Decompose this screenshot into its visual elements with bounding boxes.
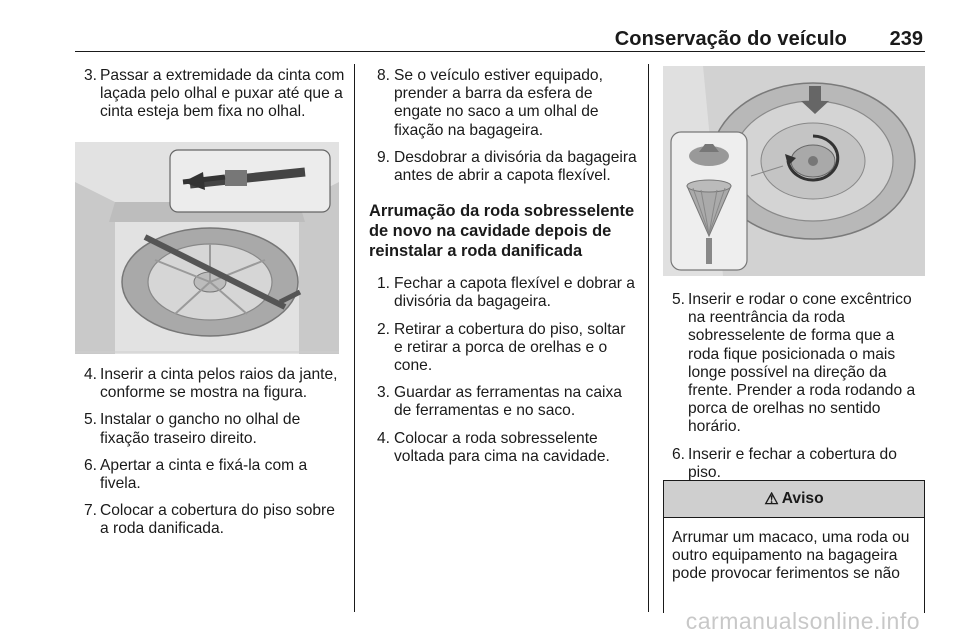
list-item: 5. Instalar o gancho no olhal de fixação traseiro direito. [84, 411, 301, 447]
warning-header [664, 481, 924, 518]
list-item: 2. Retirar a cobertura do piso, soltar e retirar a porca de orelhas e o cone. [377, 320, 626, 375]
page-number: 239 [889, 28, 923, 50]
column-divider-2 [648, 64, 649, 612]
section-title: Conservação do veículo [614, 28, 847, 50]
column-3 [663, 291, 927, 491]
list-item: 4. Inserir a cinta pelos raios da jante, conforme se mostra na figura. [84, 366, 338, 402]
list-item: 9. Desdobrar a divisória da bagageira antes de abrir a capota flexível. [377, 148, 637, 185]
warning-title: Aviso [781, 490, 824, 507]
column-1 [75, 67, 347, 131]
page-header [75, 24, 925, 52]
section-heading: Arrumação da roda sobresselente de novo na cavidade depois de reinstalar a roda danificada [369, 202, 635, 261]
figure-spare-wheel-cone [663, 66, 925, 276]
column-1-lower [75, 366, 347, 548]
list-item: 1. Fechar a capota flexível e dobrar a divisória da bagageira. [377, 275, 635, 311]
spare-wheel-illustration [663, 66, 925, 276]
list-item: 5. Inserir e rodar o cone excêntrico na reentrância da roda sobresselente de forma que a roda fique posicionada o mais longe possível na direção da frente. Prender a roda rodando a porca de orelhas no sentido horário. [672, 291, 916, 436]
steps-list [369, 275, 637, 466]
list-item: 4. Colocar a roda sobresselente voltada para cima na cavidade. [377, 429, 610, 465]
list-item: 6. Inserir e fechar a cobertura do piso. [672, 445, 897, 481]
column-2 [369, 67, 637, 475]
list-item: 7. Colocar a cobertura do piso sobre a roda danificada. [84, 502, 335, 538]
figure-strap-wheel [75, 142, 339, 354]
warning-triangle-icon: ⚠ [764, 491, 779, 508]
list-item: 3. Passar a extremidade da cinta com laçada pelo olhal e puxar até que a cinta esteja bem fixa no olhal. [84, 67, 345, 121]
warning-text: Arrumar um macaco, uma roda ou outro equipamento na bagageira pode provocar ferimentos se não [672, 529, 910, 583]
strap-wheel-illustration [75, 142, 339, 354]
list-item: 6. Apertar a cinta e fixá-la com a fivela. [84, 456, 308, 493]
warning-box [663, 480, 925, 613]
watermark: carmanualsonline.info [685, 608, 920, 634]
column-divider-1 [354, 64, 355, 612]
list-item: 8. Se o veículo estiver equipado, prender a barra da esfera de engate no saco a um olhal de fixação na bagageira. [377, 67, 603, 139]
list-item: 3. Guardar as ferramentas na caixa de ferramentas e no saco. [377, 384, 622, 420]
